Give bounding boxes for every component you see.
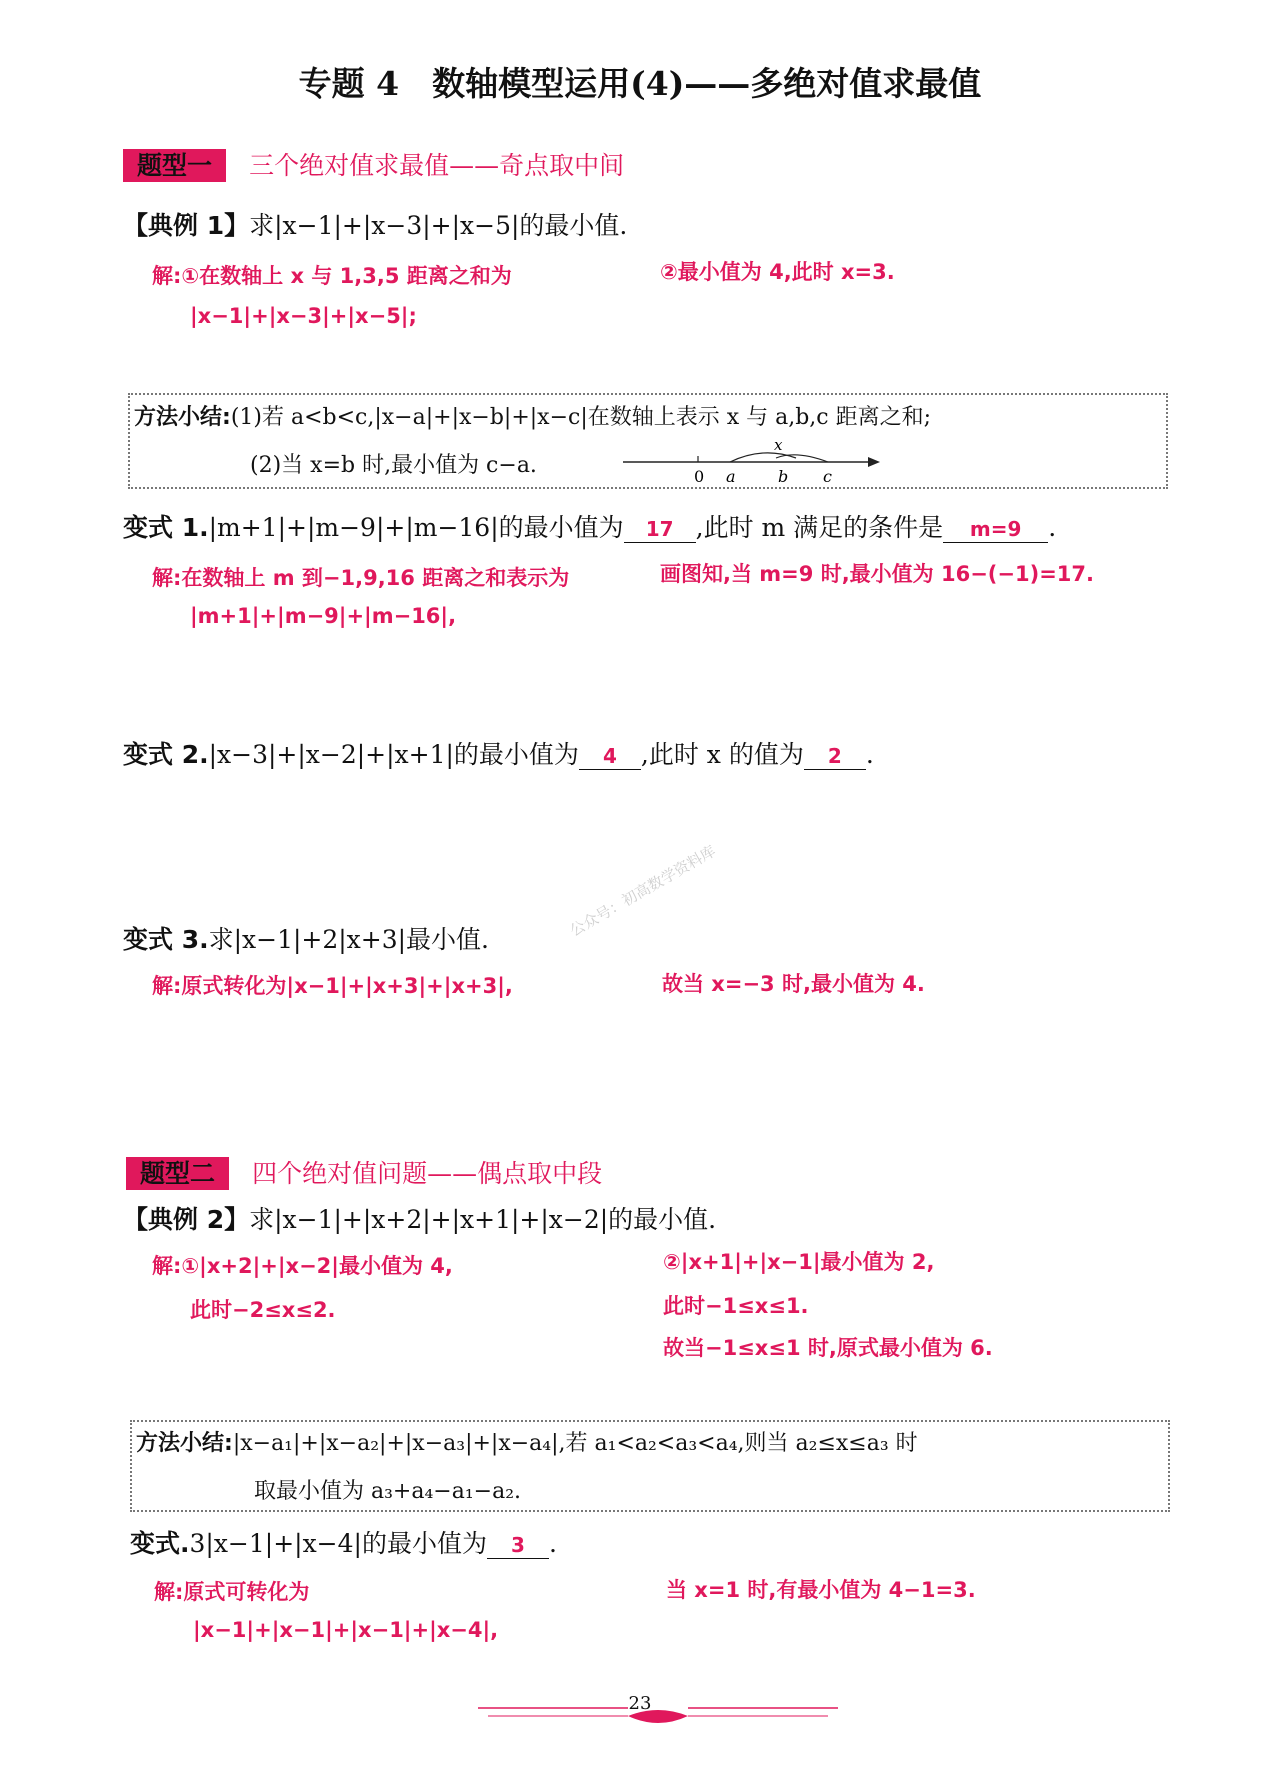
variant4-label: 变式. [130, 1529, 190, 1558]
variant1-solution-b: 画图知,当 m=9 时,最小值为 16−(−1)=17. [660, 562, 1094, 586]
example1-question [123, 206, 627, 242]
variant1-text-end: . [1048, 513, 1057, 542]
section2-badge: 题型二 [126, 1157, 229, 1190]
variant3-question [123, 920, 489, 956]
example2-solution-b-line3: 故当−1≤x≤1 时,原式最小值为 6. [663, 1336, 993, 1360]
method2-line1 [136, 1426, 918, 1457]
variant1-question [123, 508, 1056, 544]
example1-text: 求|x−1|+|x−3|+|x−5|的最小值. [249, 211, 628, 240]
page-number: 23 [628, 1693, 652, 1714]
tick-label-a: a [726, 467, 736, 486]
method1-label: 方法小结: [134, 405, 231, 430]
variant1-solution-a-line2: |m+1|+|m−9|+|m−16|, [190, 604, 457, 628]
variant2-text-before: |x−3|+|x−2|+|x+1|的最小值为 [208, 740, 579, 769]
example1-solution-b: ②最小值为 4,此时 x=3. [660, 260, 895, 284]
variant2-answer2-blank: 2 [804, 743, 866, 770]
section2-title: 四个绝对值问题——偶点取中段 [252, 1159, 603, 1188]
example1-solution-a-line2: |x−1|+|x−3|+|x−5|; [190, 304, 417, 328]
variant3-label: 变式 3. [123, 925, 209, 954]
example2-solution-a-line2: 此时−2≤x≤2. [190, 1298, 336, 1322]
variant4-text-end: . [548, 1529, 557, 1558]
variant1-label: 变式 1. [123, 513, 209, 542]
method2-text1: |x−a₁|+|x−a₂|+|x−a₃|+|x−a₄|,若 a₁<a₂<a₃<a₄,则当 a₂≤x≤a₃ 时 [232, 1431, 918, 1456]
variant2-label: 变式 2. [123, 740, 209, 769]
variant2-text-end: . [865, 740, 874, 769]
tick-label-zero: 0 [694, 467, 705, 486]
section1-title: 三个绝对值求最值——奇点取中间 [249, 151, 625, 180]
method2-line2: 取最小值为 a₃+a₄−a₁−a₂. [254, 1479, 522, 1504]
method2-label: 方法小结: [136, 1431, 233, 1456]
method1-text1: (1)若 a<b<c,|x−a|+|x−b|+|x−c|在数轴上表示 x 与 a,b,c 距离之和; [230, 405, 932, 430]
section1-badge: 题型一 [123, 149, 226, 182]
point-label-x: x [774, 436, 783, 454]
variant2-question [123, 735, 874, 771]
variant4-solution-a-line2: |x−1|+|x−1|+|x−1|+|x−4|, [193, 1618, 499, 1642]
variant4-question [130, 1524, 557, 1560]
variant3-text: 求|x−1|+2|x+3|最小值. [208, 925, 490, 954]
example2-solution-b-line1: ②|x+1|+|x−1|最小值为 2, [663, 1250, 935, 1274]
method1-line2: (2)当 x=b 时,最小值为 c−a. [250, 453, 537, 478]
example2-text: 求|x−1|+|x+2|+|x+1|+|x−2|的最小值. [249, 1205, 717, 1234]
distance-arc-left [730, 453, 796, 462]
section2-header [126, 1154, 602, 1190]
method1-line1 [134, 400, 931, 431]
variant3-solution-b: 故当 x=−3 时,最小值为 4. [662, 972, 925, 996]
section1-header [123, 146, 624, 182]
variant1-text-mid: ,此时 m 满足的条件是 [695, 513, 944, 542]
example2-solution-a-line1: 解:①|x+2|+|x−2|最小值为 4, [152, 1254, 453, 1278]
variant4-text-before: 3|x−1|+|x−4|的最小值为 [189, 1529, 487, 1558]
page-title: 专题 4 数轴模型运用(4)——多绝对值求最值 [298, 64, 982, 103]
tick-label-c: c [823, 467, 832, 486]
tick-label-b: b [778, 467, 789, 486]
example2-label: 【典例 2】 [123, 1205, 250, 1234]
number-line-arrow [868, 457, 880, 467]
example2-solution-b-line2: 此时−1≤x≤1. [663, 1294, 809, 1318]
example1-solution-a-line1: 解:①在数轴上 x 与 1,3,5 距离之和为 [152, 264, 512, 288]
variant4-solution-a-line1: 解:原式可转化为 [154, 1580, 310, 1604]
variant1-answer1-blank: 17 [624, 516, 696, 543]
variant1-text-before: |m+1|+|m−9|+|m−16|的最小值为 [208, 513, 624, 542]
variant4-answer-blank: 3 [487, 1532, 549, 1559]
variant2-answer1-blank: 4 [579, 743, 641, 770]
variant3-solution-a: 解:原式转化为|x−1|+|x+3|+|x+3|, [152, 974, 513, 998]
example1-label: 【典例 1】 [123, 211, 250, 240]
distance-arc-right [776, 455, 828, 462]
example2-question [123, 1200, 716, 1236]
variant2-text-mid: ,此时 x 的值为 [640, 740, 804, 769]
variant1-answer2-blank: m=9 [943, 516, 1048, 543]
variant4-solution-b: 当 x=1 时,有最小值为 4−1=3. [666, 1578, 976, 1602]
variant1-solution-a-line1: 解:在数轴上 m 到−1,9,16 距离之和表示为 [152, 566, 570, 590]
watermark: 公众号：初高数学资料库 [566, 841, 719, 940]
number-line-diagram [618, 436, 888, 486]
